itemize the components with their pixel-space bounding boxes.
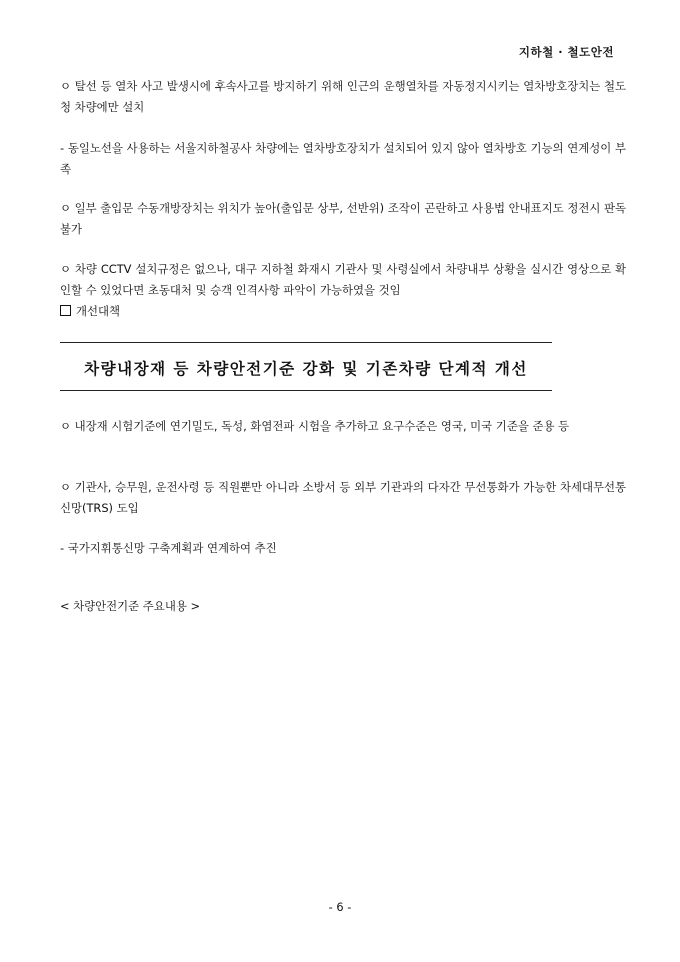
improvement-label: 개선대책 <box>76 304 121 318</box>
title-rule-bottom <box>60 390 552 391</box>
running-header: 지하철 · 철도안전 <box>518 45 614 59</box>
paragraph-door-release: ㅇ 일부 출입문 수동개방장치는 위치가 높아(출입문 상부, 선반위) 조작이 곤란하고 사용법 안내표지도 정전시 판독 불가 <box>60 201 626 236</box>
section-title: 차량내장재 등 차량안전기준 강화 및 기존차량 단계적 개선 <box>84 359 528 378</box>
improvement-heading <box>60 301 626 322</box>
table-caption: < 차량안전기준 주요내용 > <box>60 599 200 613</box>
title-rule-top <box>60 342 552 343</box>
paragraph-seoul-subway: - 동일노선을 사용하는 서울지하철공사 차량에는 열차방호장치가 설치되어 있지 않아 열차방호 기능의 연계성이 부족 <box>60 141 626 176</box>
paragraph-train-protection: ㅇ 탈선 등 열차 사고 발생시에 후속사고를 방지하기 위해 인근의 운행열차를 자동정지시키는 열차방호장치는 철도청 차량에만 설치 <box>60 79 626 114</box>
checkbox-square-icon <box>60 305 71 316</box>
measure-national-network: - 국가지휘통신망 구축계획과 연계하여 추진 <box>60 541 277 555</box>
measure-interior-materials: ㅇ 내장재 시험기준에 연기밀도, 독성, 화염전파 시험을 추가하고 요구수준은 영국, 미국 기준을 준용 등 <box>60 419 570 433</box>
measure-trs-radio: ㅇ 기관사, 승무원, 운전사령 등 직원뿐만 아니라 소방서 등 외부 기관과의 다자간 무선통화가 가능한 차세대무선통신망(TRS) 도입 <box>60 480 626 515</box>
paragraph-cctv: ㅇ 차량 CCTV 설치규정은 없으나, 대구 지하철 화재시 기관사 및 사령실에서 차량내부 상황을 실시간 영상으로 확인할 수 있었다면 초동대처 및 승객 인격사항 파악이 가능하였을 것임 <box>60 262 626 297</box>
page-number: - 6 - <box>328 900 352 914</box>
